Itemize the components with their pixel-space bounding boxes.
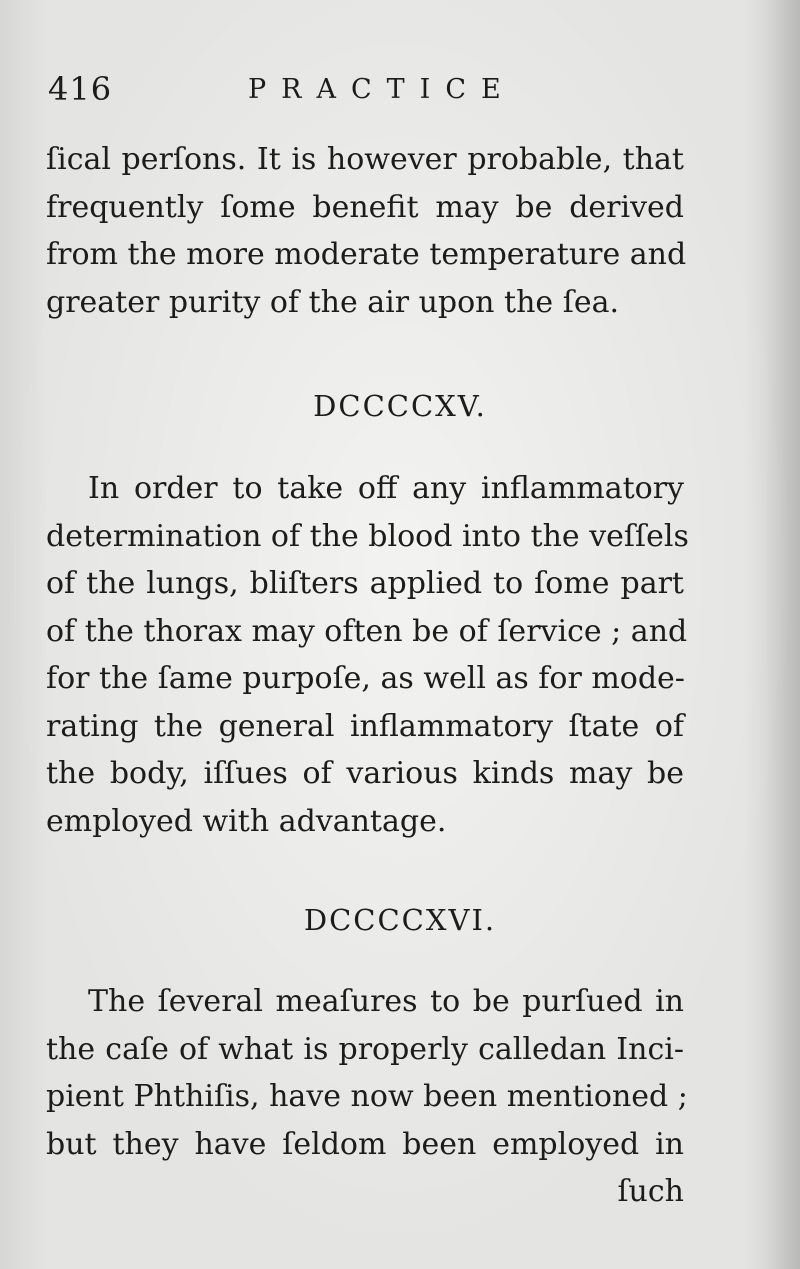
text-line: of the lungs, bliſters applied to ſome part	[46, 566, 684, 601]
running-title: PRACTICE	[248, 74, 516, 105]
text-line: The ſeveral meaſures to be purſued in	[88, 984, 684, 1019]
text-line: employed with advantage.	[46, 803, 447, 839]
section-heading-dcccc-xv: DCCCCXV.	[313, 389, 487, 423]
text-line: the body, iſſues of various kinds may be	[46, 756, 684, 791]
catchword: ſuch	[617, 1174, 684, 1209]
text-line: the caſe of what is properly calledan Inci-	[46, 1031, 684, 1067]
page-edge-shadow	[764, 0, 800, 1269]
text-line: In order to take off any inflammatory	[88, 471, 684, 506]
section-dcccc-xv-paragraph	[46, 465, 689, 845]
running-head	[48, 70, 688, 114]
section-dcccc-xvi-paragraph	[46, 978, 688, 1216]
text-line: rating the general inflammatory ſtate of	[46, 708, 684, 744]
text-line: frequently ſome benefit may be derived	[46, 189, 684, 225]
section-heading-dcccc-xvi: DCCCCXVI.	[303, 903, 497, 937]
text-line: from the more moderate temperature and	[46, 237, 687, 272]
text-line: for the ſame purpoſe, as well as for mode-	[46, 661, 685, 696]
paragraph-continuation	[46, 136, 687, 326]
text-line: but they have ſeldom been employed in	[46, 1126, 684, 1162]
text-line: pient Phthiſis, have now been mentioned ;	[46, 1079, 688, 1114]
text-line: determination of the blood into the veſſels	[46, 518, 689, 554]
text-line: greater purity of the air upon the ſea.	[46, 284, 619, 320]
text-line: ſical perſons. It is however probable, that	[46, 142, 684, 177]
page-number: 416	[48, 70, 113, 108]
text-line: of the thorax may often be of ſervice ; and	[46, 613, 688, 649]
